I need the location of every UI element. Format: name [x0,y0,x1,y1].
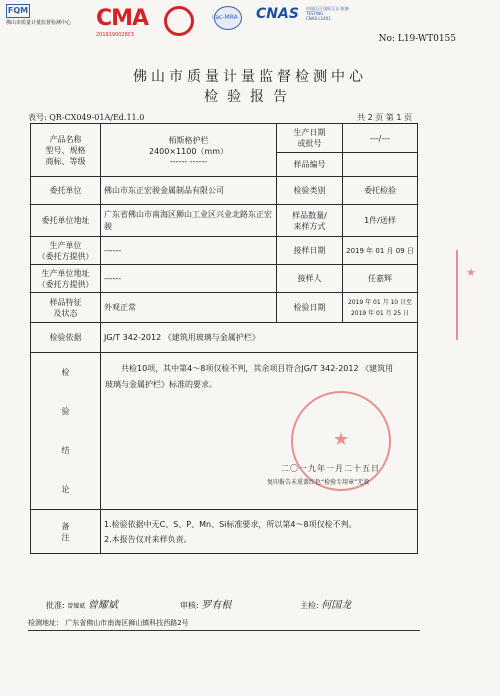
product-spec: 2400×1100（mm） [148,146,228,156]
table-row [31,353,418,510]
sample-no-label: 样品编号 [277,153,343,177]
page-subtitle: 检验报告 [204,89,296,105]
cnas-caption: 中国认可 国际互认 检测 TESTING CNAS L1401 [306,6,349,21]
page-info: 共 2 页 第 1 页 [357,113,412,122]
table-row [31,177,418,205]
table-row [31,124,418,153]
approver-role: 曾耀斌 [67,603,86,610]
conclusion-label-char: 验 [61,407,70,416]
conclusion-label-char: 检 [61,368,70,377]
producer: ------ [101,237,277,265]
table-row [31,265,418,293]
basis-label: 检验依据 [31,323,101,353]
category-label: 检验类别 [277,177,343,205]
producer-addr: ------ [101,265,277,293]
reviewer-signature: 罗有根 [201,600,232,611]
table-row [31,510,418,554]
divider [28,630,420,631]
test-date: 2019 年 01 月 10 日至 2019 年 01 月 25 日 [343,293,418,323]
report-table [30,123,418,554]
features-label: 样品特征 及状态 [31,293,101,323]
producer-addr-label: 生产单位地址 （委托方提供） [31,265,101,293]
center-logo [6,4,76,30]
official-seal [291,391,391,491]
form-number: 表号: QR-CX049-01A/Ed.11.0 [28,113,145,122]
remarks-label: 备 注 [31,510,101,554]
cma-number: 2019190028C5 [96,32,135,38]
conclusion-note: 复印报告未重盖红色“检验专用章”无效 [267,479,370,486]
basis: JG/T 342-2012 《建筑用玻璃与金属护栏》 [101,323,418,353]
table-row [31,293,418,323]
client: 佛山市东正宏骏金属制品有限公司 [101,177,277,205]
conclusion-date: 二〇一九年一月二十五日 [281,464,380,473]
tester-label: 主检: [300,601,319,610]
approver-signature: 曾耀斌 [87,600,118,611]
test-address: 检测地址： 广东省佛山市南海区狮山镇科技西路2号 [28,619,189,627]
table-row [31,237,418,265]
product-label: 产品名称 型号、规格 商标、等级 [31,124,101,177]
reviewer-label: 审核: [180,601,199,610]
client-addr: 广东省佛山市南海区狮山工业区兴业北路东正宏骏 [101,205,277,237]
category: 委托检验 [343,177,418,205]
conclusion-label-char: 结 [61,446,70,455]
table-row [31,323,418,353]
page-title: 佛山市质量计量监督检测中心 [133,69,367,85]
report-number: No: L19-WT0155 [378,34,456,44]
receiver: 任嘉辉 [343,265,418,293]
production-date: ---/--- [343,124,418,153]
conclusion-label-cell [31,353,101,510]
reviewer [180,596,231,611]
ilac-mra-logo: ilac-MRA [208,6,250,36]
remark-2: 2.本报告仅对来样负责。 [104,534,192,544]
product-name: 栢斯格护栏 [168,135,209,145]
quantity-label: 样品数量/ 来样方式 [277,205,343,237]
accreditation-logos [96,6,349,40]
test-date-label: 检验日期 [277,293,343,323]
tester-signature: 何国龙 [321,600,352,611]
approver [46,596,118,611]
seal-star-icon: ★ [333,429,350,450]
receive-date: 2019 年 01 月 09 日 [343,237,418,265]
features: 外观正常 [101,293,277,323]
cnas-logo: CNAS 中国认可 国际互认 检测 TESTING CNAS L1401 [256,6,349,22]
cal-logo [156,6,200,36]
remarks [101,510,418,554]
tester [300,596,351,611]
product-trademark: ------ ------ [169,156,208,166]
conclusion-text: 共检10项，其中第4～8项仅检不判，其余项目符合JG/T 342-2012 《建筑用玻璃与金属护栏》标准的要求。 [105,364,394,389]
conclusion-cell [101,353,418,510]
center-caption: 佛山市质量计量监督检测中心 [6,20,72,26]
producer-label: 生产单位 （委托方提供） [31,237,101,265]
product-cell [101,124,277,177]
quantity: 1件/送样 [343,205,418,237]
production-date-label: 生产日期 或批号 [277,124,343,153]
client-addr-label: 委托单位地址 [31,205,101,237]
remark-1: 1.检验依据中无C、S、P、Mn、Si标准要求，所以第4～8项仅检不判。 [104,519,357,529]
fqm-logo-icon: FQM [6,4,30,18]
receive-date-label: 接样日期 [277,237,343,265]
approver-label: 批准: [46,601,65,610]
table-row [31,205,418,237]
sample-no [343,153,418,177]
conclusion-label-char: 论 [61,485,70,494]
client-label: 委托单位 [31,177,101,205]
cma-logo: CMA 2019190028C5 [96,6,149,38]
side-seal: ★ [456,250,498,340]
receiver-label: 接样人 [277,265,343,293]
